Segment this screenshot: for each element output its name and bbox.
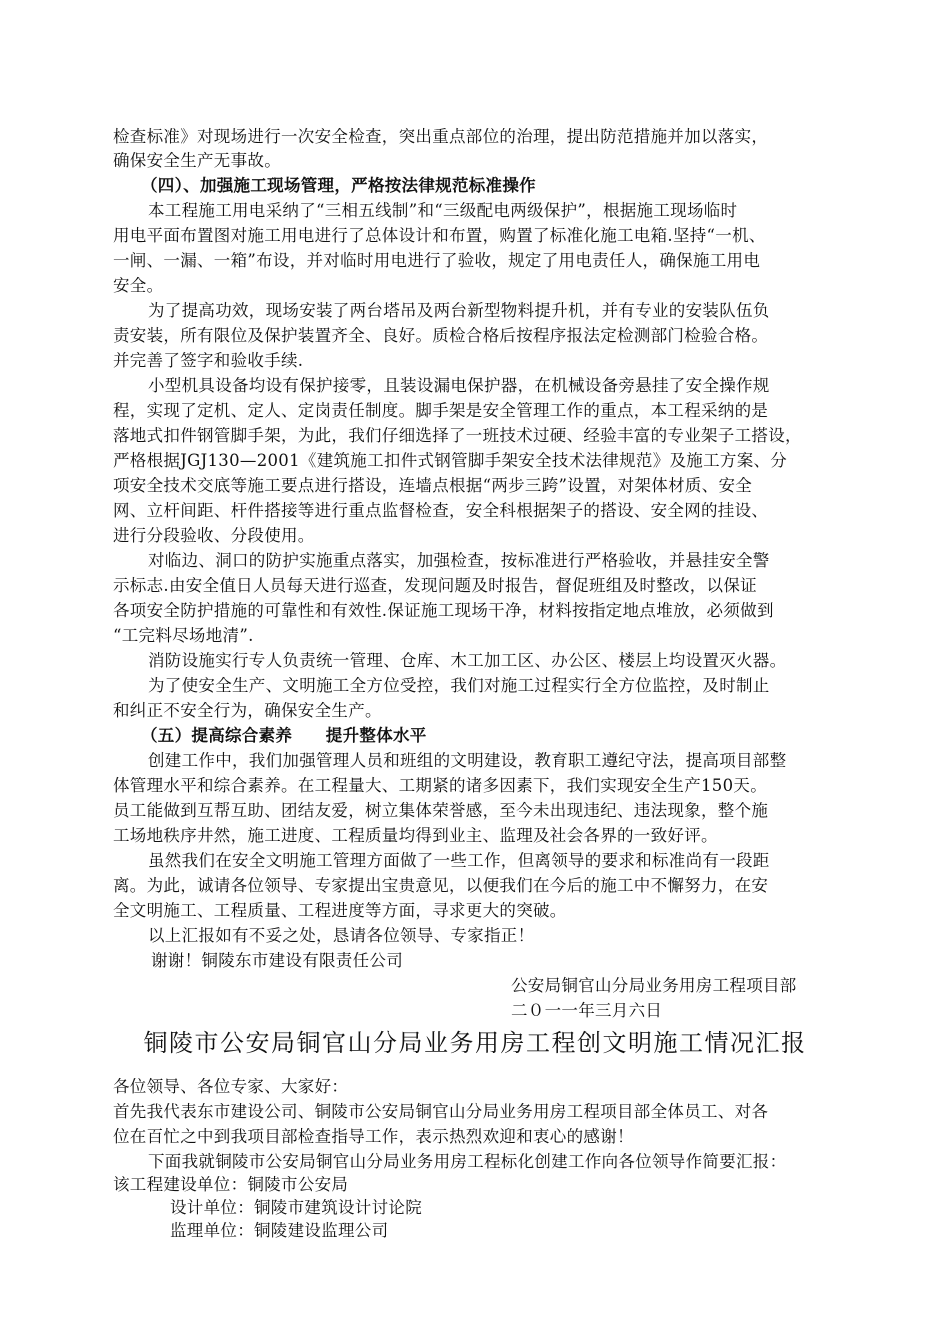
paragraph-line: 落地式扣件钢管脚手架，为此，我们仔细选择了一班技术过硬、经验丰富的专业架子工搭设， <box>113 426 802 445</box>
paragraph-line: 员工能做到互帮互助、团结友爱，树立集体荣誉感，至今未出现违纪、违法现象，整个施 <box>113 801 769 820</box>
paragraph-line: 为了使安全生产、文明施工全方位受控，我们对施工过程实行全方位监控，及时制止 <box>148 676 770 695</box>
paragraph-line: 严格根据JGJ130—2001《建筑施工扣件式钢管脚手架安全技术法律规范》及施工方案、分 <box>113 451 788 470</box>
paragraph-line: 确保安全生产无事故。 <box>113 151 281 170</box>
paragraph-line: 创建工作中，我们加强管理人员和班组的文明建设，教育职工遵纪守法，提高项目部整 <box>148 751 787 770</box>
paragraph-line: 本工程施工用电采纳了“三相五线制”和“三级配电两级保护”，根据施工现场临时 <box>148 201 738 220</box>
paragraph-line: 检查标准》对现场进行一次安全检查，突出重点部位的治理，提出防范措施并加以落实， <box>113 127 769 146</box>
unit-line: 该工程建设单位：铜陵市公安局 <box>113 1175 349 1194</box>
paragraph-line: 用电平面布置图对施工用电进行了总体设计和布置，购置了标准化施工电箱.坚持“一机、 <box>113 226 766 245</box>
unit-line: 设计单位：铜陵市建筑设计讨论院 <box>170 1198 422 1217</box>
paragraph-line: 位在百忙之中到我项目部检查指导工作，表示热烈欢迎和衷心的感谢！ <box>113 1127 634 1146</box>
paragraph-line: 进行分段验收、分段使用。 <box>113 526 315 545</box>
paragraph-line: 安全。 <box>113 276 164 295</box>
closing-line: 谢谢！铜陵东市建设有限责任公司 <box>151 951 403 970</box>
paragraph-line: 并完善了签字和验收手续. <box>113 351 304 370</box>
paragraph-line: “工完料尽场地清”. <box>113 626 254 645</box>
paragraph-line: 各项安全防护措施的可靠性和有效性.保证施工现场干净，材料按指定地点堆放，必须做到 <box>113 601 774 620</box>
paragraph-line: 网、立杆间距、杆件搭接等进行重点监督检查，安全科根据架子的搭设、安全网的挂设、 <box>113 501 769 520</box>
unit-line: 监理单位：铜陵建设监理公司 <box>170 1221 389 1240</box>
paragraph-line: 虽然我们在安全文明施工管理方面做了一些工作，但离领导的要求和标准尚有一段距 <box>148 851 770 870</box>
paragraph-line: 程，实现了定机、定人、定岗责任制度。脚手架是安全管理工作的重点，本工程采纳的是 <box>113 401 769 420</box>
paragraph-line: 体管理水平和综合素养。在工程量大、工期紧的诸多因素下，我们实现安全生产150天。 <box>113 776 767 795</box>
signature-date: 二０一一年三月六日 <box>511 1001 663 1020</box>
signature-organization: 公安局铜官山分局业务用房工程项目部 <box>511 976 797 995</box>
paragraph-line: 离。为此，诚请各位领导、专家提出宝贵意见，以便我们在今后的施工中不懈努力，在安 <box>113 876 769 895</box>
paragraph-line: 以上汇报如有不妥之处，恳请各位领导、专家指正！ <box>148 926 535 945</box>
paragraph-line: 小型机具设备均设有保护接零，且装设漏电保护器，在机械设备旁悬挂了安全操作规 <box>148 376 770 395</box>
paragraph-line: 为了提高功效，现场安装了两台塔吊及两台新型物料提升机，并有专业的安装队伍负 <box>148 301 770 320</box>
paragraph-line: 一闸、一漏、一箱”布设，并对临时用电进行了验收，规定了用电责任人，确保施工用电 <box>113 251 761 270</box>
paragraph-line: 工场地秩序井然，施工进度、工程质量均得到业主、监理及社会各界的一致好评。 <box>113 826 718 845</box>
paragraph-line: 首先我代表东市建设公司、铜陵市公安局铜官山分局业务用房工程项目部全体员工、对各 <box>113 1102 769 1121</box>
greeting-line: 各位领导、各位专家、大家好： <box>113 1077 349 1096</box>
paragraph-line: 示标志.由安全值日人员每天进行巡查，发现问题及时报告，督促班组及时整改，以保证 <box>113 576 757 595</box>
paragraph-line: 消防设施实行专人负责统一管理、仓库、木工加工区、办公区、楼层上均设置灭火器。 <box>148 651 787 670</box>
paragraph-line: 全文明施工、工程质量、工程进度等方面，寻求更大的突破。 <box>113 901 567 920</box>
section-heading: （五）提高综合素养 提升整体水平 <box>141 726 427 745</box>
paragraph-line: 项安全技术交底等施工要点进行搭设，连墙点根据“两步三跨”设置，对架体材质、安全 <box>113 476 753 495</box>
paragraph-line: 和纠正不安全行为，确保安全生产。 <box>113 701 382 720</box>
report-title: 铜陵市公安局铜官山分局业务用房工程创文明施工情况汇报 <box>143 1029 807 1057</box>
paragraph-line: 责安装，所有限位及保护装置齐全、良好。质检合格后按程序报法定检测部门检验合格。 <box>113 326 769 345</box>
paragraph-line: 下面我就铜陵市公安局铜官山分局业务用房工程标化创建工作向各位领导作简要汇报： <box>148 1152 787 1171</box>
section-heading: （四）、加强施工现场管理，严格按法律规范标准操作 <box>141 176 536 195</box>
paragraph-line: 对临边、洞口的防护实施重点落实，加强检查，按标准进行严格验收，并悬挂安全警 <box>148 551 770 570</box>
